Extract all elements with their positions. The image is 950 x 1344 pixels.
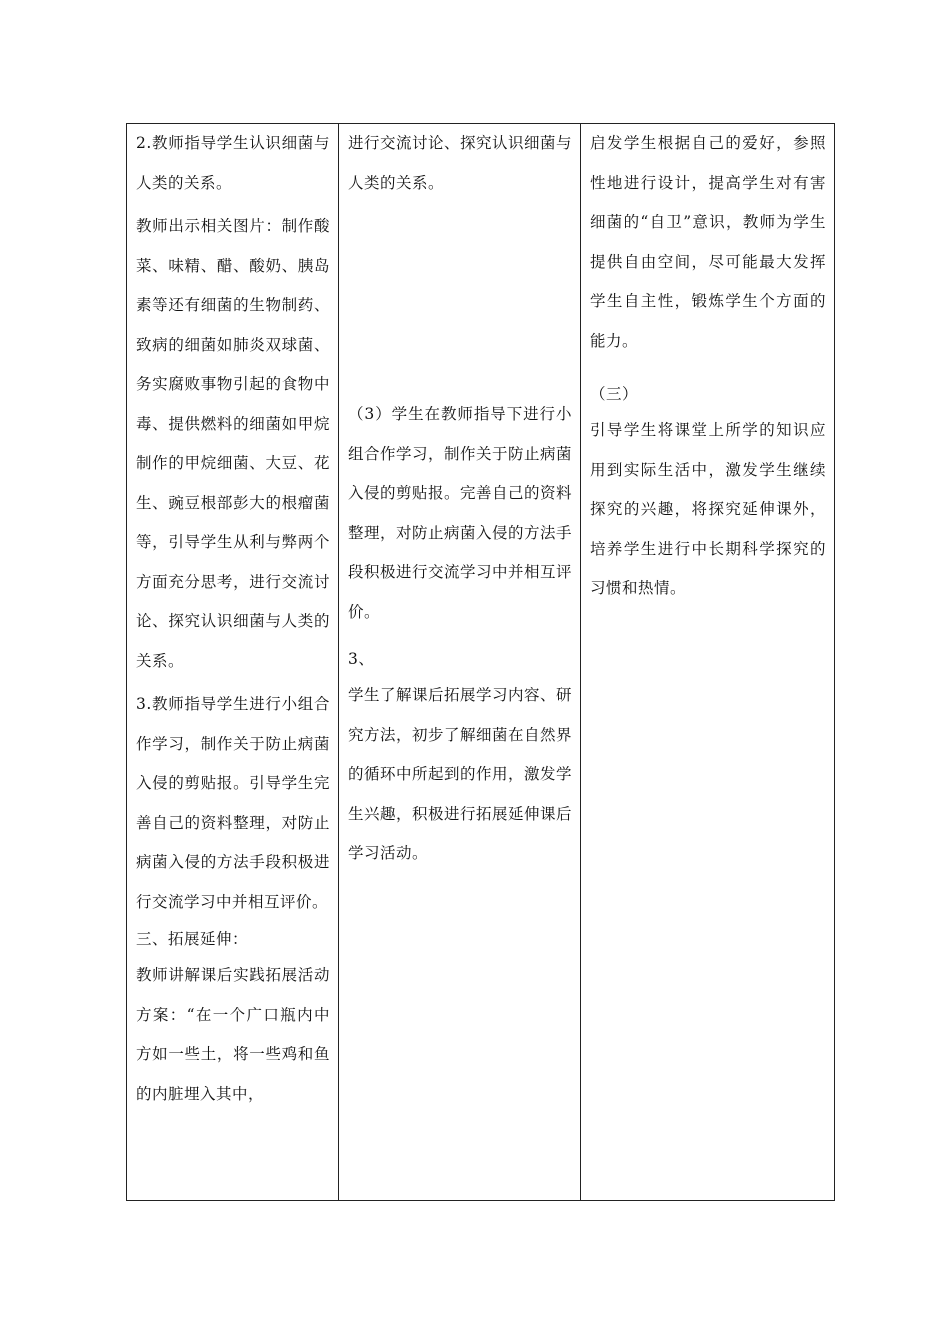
section-heading-extension: 三、拓展延伸： xyxy=(136,930,249,948)
student-step-3: （3）学生在教师指导下进行小组合作学习，制作关于防止病菌入侵的剪贴报。完善自己的资料整理，对防止病菌入侵的方法手段积极进行交流学习中并相互评价。 xyxy=(348,405,573,621)
teacher-step-3: 3.教师指导学生进行小组合作学习，制作关于防止病菌入侵的剪贴报。引导学生完善自己的资料整理，对防止病菌入侵的方法手段积极进行交流学习中并相互评价。 xyxy=(136,695,330,911)
extension-activity-plan: 教师讲解课后实践拓展活动方案：“在一个广口瓶内中方如一些土，将一些鸡和鱼的内脏埋入其中， xyxy=(136,966,330,1103)
table-row xyxy=(127,124,835,1201)
design-intent-3: 引导学生将课堂上所学的知识应用到实际生活中，激发学生继续探究的兴趣，将探究延伸课外，培养学生进行中长期科学探究的习惯和热情。 xyxy=(590,421,826,597)
design-intent-2: 启发学生根据自己的爱好，参照性地进行设计，提高学生对有害细菌的“自卫”意识，教师为学生提供自由空间，尽可能最大发挥学生自主性，锻炼学生个方面的能力。 xyxy=(590,134,826,350)
student-step-2: 进行交流讨论、探究认识细菌与人类的关系。 xyxy=(348,134,573,192)
student-activity-cell xyxy=(339,124,581,1201)
teacher-step-2: 2.教师指导学生认识细菌与人类的关系。 xyxy=(136,134,330,192)
teacher-activity-cell xyxy=(127,124,339,1201)
lesson-table xyxy=(126,123,835,1201)
design-intent-heading: （三） xyxy=(590,385,639,403)
student-step-number: 3、 xyxy=(348,650,375,668)
design-intent-cell xyxy=(581,124,835,1201)
student-extension: 学生了解课后拓展学习内容、研究方法，初步了解细菌在自然界的循环中所起到的作用，激发学生兴趣，积极进行拓展延伸课后学习活动。 xyxy=(348,686,573,862)
teacher-step-2-detail: 教师出示相关图片：制作酸菜、味精、醋、酸奶、胰岛素等还有细菌的生物制药、致病的细菌如肺炎双球菌、务实腐败事物引起的食物中毒、提供燃料的细菌如甲烷制作的甲烷细菌、大豆、花生、豌豆根部彭大的根瘤菌等，引导学生从利与弊两个方面充分思考，进行交流讨论、探究认识细菌与人类的关系。 xyxy=(136,217,330,670)
